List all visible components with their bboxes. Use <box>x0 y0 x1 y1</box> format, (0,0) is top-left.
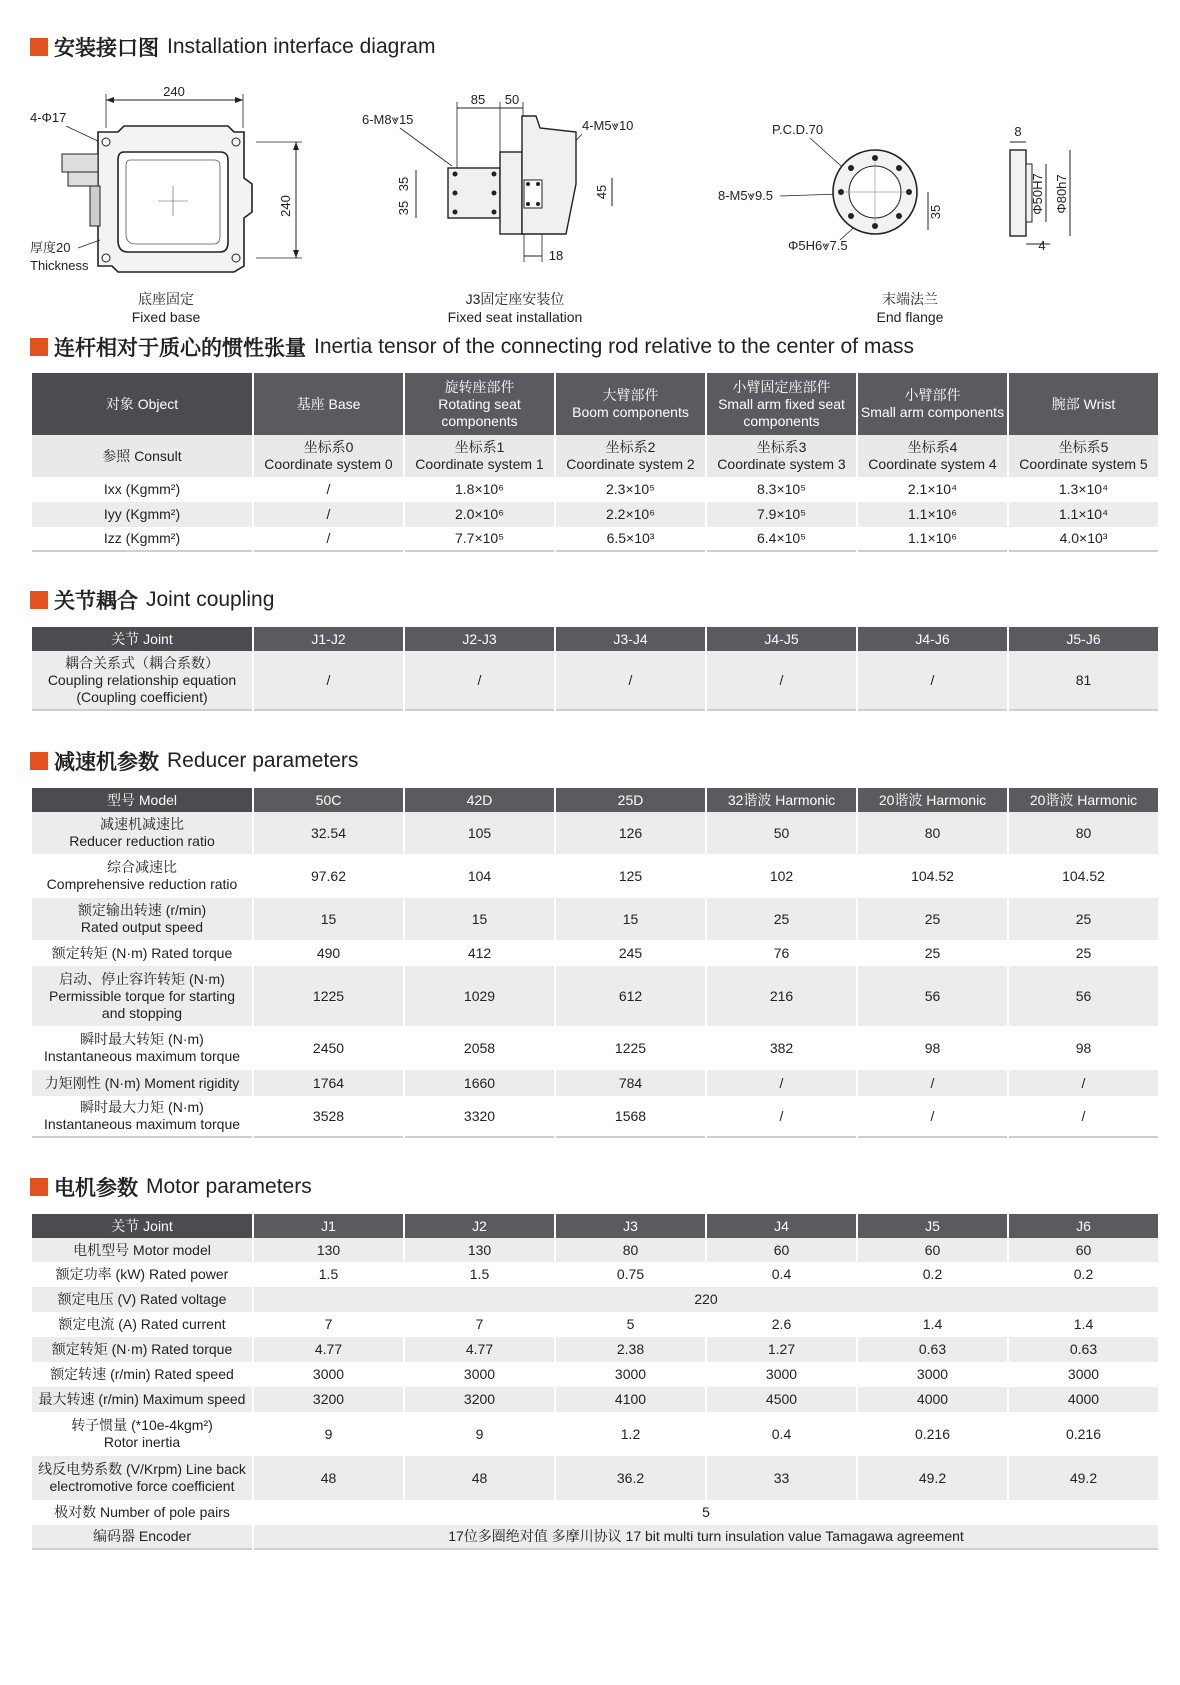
table-cell: 48 <box>254 1456 403 1500</box>
table-cell: 4.0×10³ <box>1009 527 1158 552</box>
table-cell: 3000 <box>858 1362 1007 1387</box>
flange-diagram <box>700 112 1100 282</box>
seat-dim-45: 45 <box>594 184 609 200</box>
header-cell: J3-J4 <box>556 627 705 651</box>
header-rotating-seat: 旋转座部件 Rotating seat components <box>405 373 554 435</box>
table-cell: / <box>707 651 856 711</box>
row-label: 电机型号 Motor model <box>32 1238 252 1262</box>
table-cell: 1225 <box>556 1026 705 1070</box>
table-cell: 1660 <box>405 1070 554 1096</box>
coupling-table <box>30 627 1160 711</box>
table-cell: 坐标系3 Coordinate system 3 <box>707 435 856 477</box>
table-cell: 坐标系0 Coordinate system 0 <box>254 435 403 477</box>
table-cell: 98 <box>1009 1026 1158 1070</box>
table-cell: 490 <box>254 940 403 966</box>
table-cell-span: 17位多圈绝对值 多摩川协议 17 bit multi turn insulation value Tamagawa agreement <box>254 1525 1158 1550</box>
header-cell: J4 <box>707 1214 856 1238</box>
flange-dim-8: 8 <box>1014 124 1022 139</box>
table-cell: 9 <box>405 1412 554 1456</box>
section-title-zh: 连杆相对于质心的惯性张量 <box>54 337 306 360</box>
row-label: 额定电流 (A) Rated current <box>32 1312 252 1337</box>
table-header-row <box>32 373 1158 435</box>
table-cell: 0.216 <box>858 1412 1007 1456</box>
header-object: 对象 Object <box>32 373 252 435</box>
table-cell: 3000 <box>556 1362 705 1387</box>
seat-dim-35b: 35 <box>396 200 411 216</box>
table-cell: / <box>707 1096 856 1138</box>
table-cell: 80 <box>858 812 1007 854</box>
table-cell: 80 <box>1009 812 1158 854</box>
table-cell: 2450 <box>254 1026 403 1070</box>
table-cell: 104 <box>405 854 554 898</box>
section-title-zh: 关节耦合 <box>54 590 138 613</box>
header-cell: J1-J2 <box>254 627 403 651</box>
table-row <box>32 651 1158 711</box>
base-caption <box>96 290 236 326</box>
table-row <box>32 898 1158 940</box>
table-cell: 3528 <box>254 1096 403 1138</box>
table-row <box>32 854 1158 898</box>
row-label: 最大转速 (r/min) Maximum speed <box>32 1387 252 1412</box>
table-cell: / <box>556 651 705 711</box>
table-cell: 0.63 <box>858 1337 1007 1362</box>
row-label: 参照 Consult <box>32 435 252 477</box>
table-cell: 15 <box>405 898 554 940</box>
seat-caption-en: Fixed seat installation <box>447 309 583 325</box>
header-cell: J5-J6 <box>1009 627 1158 651</box>
table-cell: 33 <box>707 1456 856 1500</box>
section-title-en: Joint coupling <box>146 588 275 611</box>
row-label: 减速机减速比 Reducer reduction ratio <box>32 812 252 854</box>
table-cell: 25 <box>1009 940 1158 966</box>
seat-dim-50: 50 <box>504 92 520 107</box>
table-row <box>32 1287 1158 1312</box>
table-cell: 6.4×10⁵ <box>707 527 856 552</box>
table-row <box>32 1238 1158 1262</box>
table-cell: 60 <box>1009 1238 1158 1262</box>
inertia-table <box>30 373 1160 552</box>
table-cell: 7.9×10⁵ <box>707 502 856 527</box>
table-cell: 130 <box>254 1238 403 1262</box>
table-cell: 81 <box>1009 651 1158 711</box>
table-cell: 25 <box>1009 898 1158 940</box>
header-cell: 42D <box>405 788 554 812</box>
reducer-table <box>30 788 1160 1138</box>
seat-holes-right: 4-M5⩔10 <box>582 118 634 133</box>
table-cell: 0.216 <box>1009 1412 1158 1456</box>
table-row <box>32 1387 1158 1412</box>
table-cell: 216 <box>707 966 856 1026</box>
table-cell: 49.2 <box>858 1456 1007 1500</box>
table-cell: 4.77 <box>254 1337 403 1362</box>
table-row <box>32 502 1158 527</box>
section-title-inertia <box>30 332 914 362</box>
table-cell: 4.77 <box>405 1337 554 1362</box>
table-cell: 0.2 <box>858 1262 1007 1287</box>
table-row <box>32 940 1158 966</box>
section-title-en: Inertia tensor of the connecting rod relative to the center of mass <box>314 335 914 358</box>
table-row <box>32 1070 1158 1096</box>
table-cell: 130 <box>405 1238 554 1262</box>
base-thickness-en: Thickness <box>30 258 89 273</box>
table-cell: 3000 <box>405 1362 554 1387</box>
table-row <box>32 1362 1158 1387</box>
section-title-motor <box>30 1172 312 1202</box>
table-cell: 97.62 <box>254 854 403 898</box>
table-row <box>32 1525 1158 1550</box>
table-cell: 612 <box>556 966 705 1026</box>
header-cell: 25D <box>556 788 705 812</box>
header-cell: J1 <box>254 1214 403 1238</box>
table-cell: 50 <box>707 812 856 854</box>
header-cell: 32谐波 Harmonic <box>707 788 856 812</box>
table-row <box>32 1026 1158 1070</box>
table-cell: 36.2 <box>556 1456 705 1500</box>
table-cell: 2058 <box>405 1026 554 1070</box>
flange-dim-4: 4 <box>1038 238 1046 253</box>
header-joint: 关节 Joint <box>32 627 252 651</box>
table-cell: / <box>858 1070 1007 1096</box>
table-cell: 2.38 <box>556 1337 705 1362</box>
table-header-row <box>32 788 1158 812</box>
table-cell: 坐标系4 Coordinate system 4 <box>858 435 1007 477</box>
base-holes-label: 4-Φ17 <box>30 110 67 125</box>
table-cell: 1.5 <box>405 1262 554 1287</box>
seat-dim-35a: 35 <box>396 176 411 192</box>
section-marker <box>30 1178 48 1196</box>
table-cell: 25 <box>858 898 1007 940</box>
header-small-arm-seat: 小臂固定座部件 Small arm fixed seat components <box>707 373 856 435</box>
table-row <box>32 1500 1158 1525</box>
table-cell: 25 <box>707 898 856 940</box>
table-cell: 8.3×10⁵ <box>707 477 856 502</box>
table-cell: 60 <box>707 1238 856 1262</box>
table-cell: 2.1×10⁴ <box>858 477 1007 502</box>
table-cell: 245 <box>556 940 705 966</box>
table-cell: 102 <box>707 854 856 898</box>
table-cell: 104.52 <box>858 854 1007 898</box>
flange-pcd: P.C.D.70 <box>772 122 824 137</box>
flange-phi50: Φ50H7 <box>1030 173 1045 215</box>
table-cell: / <box>254 527 403 552</box>
header-cell: J4-J6 <box>858 627 1007 651</box>
section-title-en: Motor parameters <box>146 1175 312 1198</box>
table-cell: / <box>254 651 403 711</box>
row-label: 额定转矩 (N·m) Rated torque <box>32 940 252 966</box>
table-row <box>32 527 1158 552</box>
table-cell: 6.5×10³ <box>556 527 705 552</box>
row-label: 综合减速比 Comprehensive reduction ratio <box>32 854 252 898</box>
table-cell: 56 <box>1009 966 1158 1026</box>
table-cell: 56 <box>858 966 1007 1026</box>
table-header-row <box>32 627 1158 651</box>
section-title-zh: 减速机参数 <box>54 751 159 774</box>
header-cell: 20谐波 Harmonic <box>1009 788 1158 812</box>
header-model: 型号 Model <box>32 788 252 812</box>
table-cell: 7.7×10⁵ <box>405 527 554 552</box>
table-cell: 412 <box>405 940 554 966</box>
row-label: 额定转矩 (N·m) Rated torque <box>32 1337 252 1362</box>
table-cell: 125 <box>556 854 705 898</box>
table-cell: 3000 <box>254 1362 403 1387</box>
table-cell: 48 <box>405 1456 554 1500</box>
table-cell: 1568 <box>556 1096 705 1138</box>
row-label: Ixx (Kgmm²) <box>32 477 252 502</box>
row-label: 线反电势系数 (V/Krpm) Line back electromotive force coefficient <box>32 1456 252 1500</box>
table-cell: / <box>1009 1070 1158 1096</box>
table-cell: 1.2 <box>556 1412 705 1456</box>
header-cell: 50C <box>254 788 403 812</box>
table-cell: / <box>1009 1096 1158 1138</box>
table-cell: / <box>254 477 403 502</box>
table-cell: 3000 <box>707 1362 856 1387</box>
table-cell: / <box>405 651 554 711</box>
flange-dim-35: 35 <box>928 204 943 220</box>
table-row <box>32 1312 1158 1337</box>
table-cell: 7 <box>254 1312 403 1337</box>
table-cell-span: 220 <box>254 1287 1158 1312</box>
seat-diagram <box>360 88 660 278</box>
table-row <box>32 966 1158 1026</box>
table-row <box>32 1337 1158 1362</box>
section-title-zh: 电机参数 <box>54 1177 138 1200</box>
section-title-coupling <box>30 585 274 615</box>
row-label: 瞬时最大转矩 (N·m) Instantaneous maximum torque <box>32 1026 252 1070</box>
row-label: 转子惯量 (*10e-4kgm²) Rotor inertia <box>32 1412 252 1456</box>
table-cell: 坐标系5 Coordinate system 5 <box>1009 435 1158 477</box>
table-cell: 1225 <box>254 966 403 1026</box>
table-cell: 1.8×10⁶ <box>405 477 554 502</box>
base-diagram <box>28 80 328 290</box>
table-cell: 80 <box>556 1238 705 1262</box>
table-cell: 4000 <box>858 1387 1007 1412</box>
table-cell-span: 5 <box>254 1500 1158 1525</box>
table-cell: 2.6 <box>707 1312 856 1337</box>
row-label: 额定转速 (r/min) Rated speed <box>32 1362 252 1387</box>
header-cell: J6 <box>1009 1214 1158 1238</box>
table-cell: 坐标系2 Coordinate system 2 <box>556 435 705 477</box>
table-cell: 7 <box>405 1312 554 1337</box>
seat-caption-zh: J3固定座安装位 <box>465 291 565 307</box>
table-cell: 32.54 <box>254 812 403 854</box>
section-marker <box>30 338 48 356</box>
table-cell: 3320 <box>405 1096 554 1138</box>
table-row <box>32 1412 1158 1456</box>
table-cell: 1.27 <box>707 1337 856 1362</box>
base-dim-width: 240 <box>163 84 185 99</box>
table-cell: 784 <box>556 1070 705 1096</box>
seat-dim-85: 85 <box>470 92 486 107</box>
seat-caption <box>430 290 600 326</box>
table-cell: 76 <box>707 940 856 966</box>
table-cell: / <box>707 1070 856 1096</box>
table-cell: 2.3×10⁵ <box>556 477 705 502</box>
table-cell: 2.0×10⁶ <box>405 502 554 527</box>
row-label: 额定输出转速 (r/min) Rated output speed <box>32 898 252 940</box>
header-joint: 关节 Joint <box>32 1214 252 1238</box>
table-cell: 1.1×10⁶ <box>858 527 1007 552</box>
table-cell: 25 <box>858 940 1007 966</box>
flange-caption <box>845 290 975 326</box>
section-marker <box>30 752 48 770</box>
table-cell: 60 <box>858 1238 1007 1262</box>
table-row-consult <box>32 435 1158 477</box>
row-label: Iyy (Kgmm²) <box>32 502 252 527</box>
table-cell: 3000 <box>1009 1362 1158 1387</box>
table-cell: 3200 <box>405 1387 554 1412</box>
row-label: 额定功率 (kW) Rated power <box>32 1262 252 1287</box>
table-cell: 1.1×10⁴ <box>1009 502 1158 527</box>
table-row <box>32 812 1158 854</box>
row-label: 力矩刚性 (N·m) Moment rigidity <box>32 1070 252 1096</box>
table-cell: 0.4 <box>707 1412 856 1456</box>
table-row <box>32 1262 1158 1287</box>
table-cell: 4500 <box>707 1387 856 1412</box>
table-cell: / <box>858 651 1007 711</box>
row-label: 耦合关系式（耦合系数） Coupling relationship equation (Coupling coefficient) <box>32 651 252 711</box>
section-title-install <box>30 32 435 62</box>
table-cell: 105 <box>405 812 554 854</box>
header-small-arm: 小臂部件 Small arm components <box>858 373 1007 435</box>
header-cell: J2-J3 <box>405 627 554 651</box>
table-cell: 4000 <box>1009 1387 1158 1412</box>
table-cell: 1764 <box>254 1070 403 1096</box>
table-cell: 2.2×10⁶ <box>556 502 705 527</box>
table-cell: 9 <box>254 1412 403 1456</box>
table-cell: 98 <box>858 1026 1007 1070</box>
table-header-row <box>32 1214 1158 1238</box>
table-cell: 坐标系1 Coordinate system 1 <box>405 435 554 477</box>
seat-holes-left: 6-M8⩔15 <box>362 112 414 127</box>
table-cell: 4100 <box>556 1387 705 1412</box>
table-cell: 0.63 <box>1009 1337 1158 1362</box>
row-label: 瞬时最大力矩 (N·m) Instantaneous maximum torque <box>32 1096 252 1138</box>
base-caption-zh: 底座固定 <box>138 291 194 307</box>
table-cell: 1.1×10⁶ <box>858 502 1007 527</box>
row-label: 额定电压 (V) Rated voltage <box>32 1287 252 1312</box>
table-row <box>32 1456 1158 1500</box>
section-title-en: Installation interface diagram <box>167 35 436 58</box>
table-cell: 126 <box>556 812 705 854</box>
table-cell: 104.52 <box>1009 854 1158 898</box>
table-row <box>32 1096 1158 1138</box>
base-caption-en: Fixed base <box>131 309 201 325</box>
table-cell: 1.5 <box>254 1262 403 1287</box>
row-label: Izz (Kgmm²) <box>32 527 252 552</box>
header-wrist: 腕部 Wrist <box>1009 373 1158 435</box>
table-cell: 0.4 <box>707 1262 856 1287</box>
table-cell: 5 <box>556 1312 705 1337</box>
motor-table <box>30 1214 1160 1550</box>
flange-phi80: Φ80h7 <box>1054 174 1069 214</box>
section-title-en: Reducer parameters <box>167 749 359 772</box>
table-cell: 15 <box>254 898 403 940</box>
table-cell: 49.2 <box>1009 1456 1158 1500</box>
table-cell: 382 <box>707 1026 856 1070</box>
row-label: 编码器 Encoder <box>32 1525 252 1550</box>
flange-caption-en: End flange <box>876 309 944 325</box>
section-title-reducer <box>30 746 358 776</box>
header-cell: J5 <box>858 1214 1007 1238</box>
table-cell: 0.2 <box>1009 1262 1158 1287</box>
row-label: 启动、停止容许转矩 (N·m) Permissible torque for starting and stopping <box>32 966 252 1026</box>
table-cell: 3200 <box>254 1387 403 1412</box>
section-title-zh: 安装接口图 <box>54 37 159 60</box>
table-row <box>32 477 1158 502</box>
section-marker <box>30 38 48 56</box>
base-thickness-zh: 厚度20 <box>30 240 71 255</box>
flange-caption-zh: 末端法兰 <box>882 291 938 307</box>
table-cell: 1.4 <box>1009 1312 1158 1337</box>
table-cell: 1029 <box>405 966 554 1026</box>
row-label: 极对数 Number of pole pairs <box>32 1500 252 1525</box>
header-cell: J2 <box>405 1214 554 1238</box>
header-cell: 20谐波 Harmonic <box>858 788 1007 812</box>
section-marker <box>30 591 48 609</box>
table-cell: / <box>254 502 403 527</box>
flange-holes: 8-M5⩔9.5 <box>718 188 774 203</box>
table-cell: 1.3×10⁴ <box>1009 477 1158 502</box>
header-boom: 大臂部件 Boom components <box>556 373 705 435</box>
table-cell: / <box>858 1096 1007 1138</box>
header-cell: J4-J5 <box>707 627 856 651</box>
seat-dim-18: 18 <box>548 248 564 263</box>
header-cell: J3 <box>556 1214 705 1238</box>
header-base: 基座 Base <box>254 373 403 435</box>
table-cell: 0.75 <box>556 1262 705 1287</box>
table-cell: 1.4 <box>858 1312 1007 1337</box>
flange-pin: Φ5H6⩔7.5 <box>788 238 848 253</box>
base-dim-height: 240 <box>278 195 293 217</box>
table-cell: 15 <box>556 898 705 940</box>
